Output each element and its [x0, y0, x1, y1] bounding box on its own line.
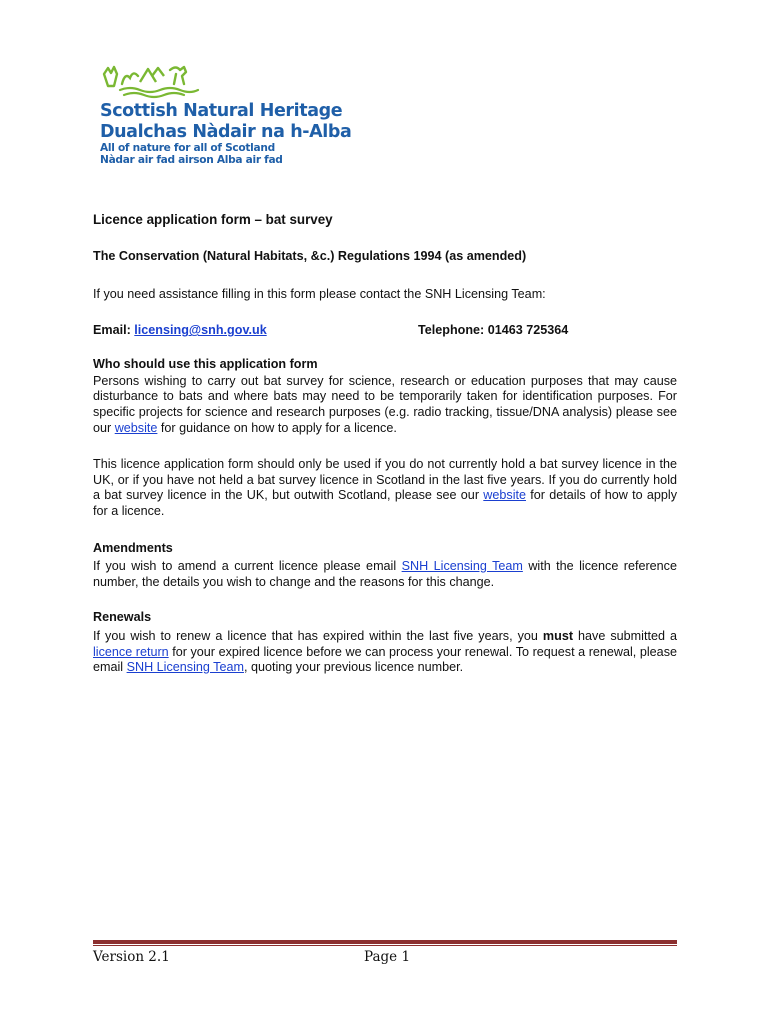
renewals-must: must [542, 628, 574, 643]
who-p2-text-a: This licence application form should only be used if you do not currently hold a bat survey licence in the UK, or if you have not held a bat survey licence in Scotland in the last five years. If you do currently hold a bat survey licence in the UK, but outwith Scotland, please see our [93, 457, 677, 503]
renewals-paragraph [93, 629, 677, 676]
snh-logo-icon [100, 64, 200, 100]
email-contact [93, 323, 267, 339]
amendments-heading: Amendments [93, 540, 173, 555]
regulations-subtitle: The Conservation (Natural Habitats, &c.) Regulations 1994 (as amended) [93, 249, 527, 263]
renewals-text-a: If you wish to renew a licence that has expired within the last five years, you [93, 628, 543, 643]
form-title: Licence application form – bat survey [93, 212, 333, 227]
who-heading: Who should use this application form [93, 357, 318, 372]
renewals-text-b: have submitted a [573, 628, 677, 643]
amendments-paragraph [93, 559, 677, 590]
amendments-text-a: If you wish to amend a current licence please email [93, 559, 402, 574]
who-p2-text-b: for details of how to apply for a licence. [93, 488, 677, 518]
snh-licensing-team-link-2[interactable]: SNH Licensing Team [126, 660, 244, 675]
renewals-heading: Renewals [93, 610, 152, 625]
snh-licensing-team-link-1[interactable]: SNH Licensing Team [401, 559, 523, 574]
footer-version: Version 2.1 [93, 949, 170, 965]
intro-text: If you need assistance filling in this form please contact the SNH Licensing Team: [93, 286, 546, 301]
telephone-contact: Telephone: 01463 725364 [418, 323, 569, 338]
logo-name-english: Scottish Natural Heritage [100, 101, 343, 121]
website-link-1[interactable]: website [114, 420, 158, 435]
renewals-text-c: for your expired licence before we can process your renewal. To request a renewal, please email [93, 644, 677, 675]
footer-rule [93, 940, 677, 944]
contact-row [93, 323, 677, 339]
email-link[interactable]: licensing@snh.gov.uk [134, 323, 267, 338]
who-p1-text-b: for guidance on how to apply for a licence. [157, 420, 397, 435]
footer-rule-thin [93, 945, 677, 946]
document-body [93, 211, 677, 676]
who-paragraph-1 [93, 374, 677, 436]
logo-tagline-english: All of nature for all of Scotland [100, 142, 275, 154]
snh-logo [100, 64, 420, 166]
who-p1-text-a: Persons wishing to carry out bat survey for science, research or education purposes that may cause disturbance to bats and where bats may need to be temporarily taken for identification purposes. For specific projects for science and research purposes (e.g. radio tracking, tissue/DNA analysis) please see our [93, 373, 677, 435]
website-link-2[interactable]: website [483, 488, 526, 503]
renewals-text-d: , quoting your previous licence number. [243, 660, 464, 675]
who-paragraph-2 [93, 457, 677, 519]
licence-return-link[interactable]: licence return [93, 644, 169, 659]
email-label: Email: [93, 323, 131, 338]
logo-tagline-gaelic: Nàdar air fad airson Alba air fad [100, 154, 283, 166]
footer-page-number: Page 1 [364, 949, 411, 965]
logo-name-gaelic: Dualchas Nàdair na h-Alba [100, 122, 352, 142]
amendments-text-b: with the licence reference number, the details you wish to change and the reasons for this change. [93, 559, 677, 589]
